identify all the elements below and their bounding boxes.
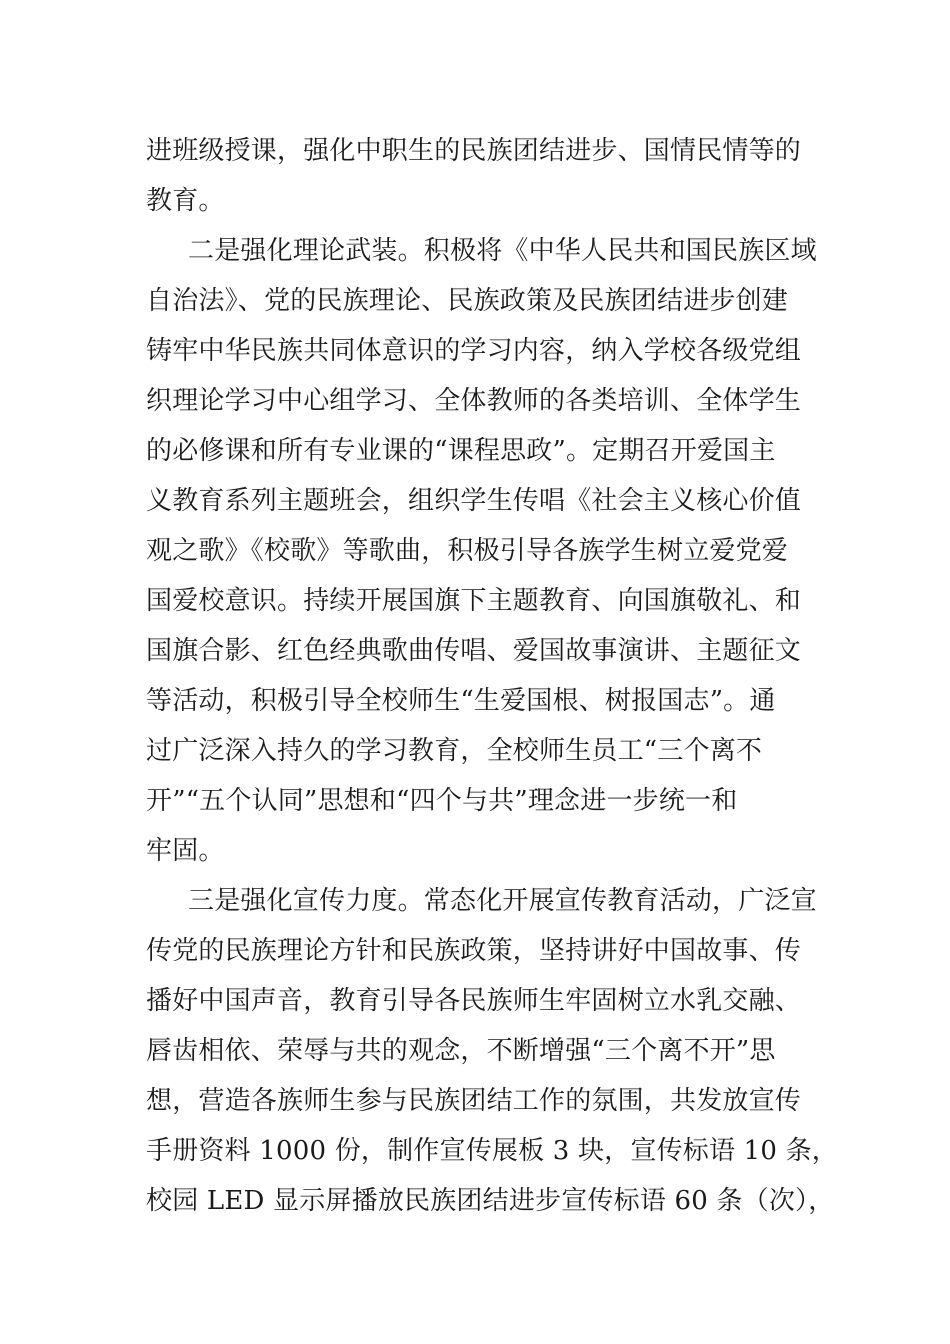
text-line: 等活动，积极引导全校师生“生爱国根、树报国志”。通 xyxy=(146,686,776,716)
text-line: 过广泛深入持久的学习教育，全校师生员工“三个离不 xyxy=(146,736,763,766)
text-line: 自治法》、党的民族理论、民族政策及民族团结进步创建 xyxy=(146,286,789,316)
text-line: 进班级授课，强化中职生的民族团结进步、国情民情等的 xyxy=(146,136,802,166)
text-line: 播好中国声音，教育引导各民族师生牢固树立水乳交融、 xyxy=(146,986,802,1016)
text-line: 校园 LED 显示屏播放民族团结进步宣传标语 60 条（次）， xyxy=(146,1186,835,1216)
text-line: 想，营造各族师生参与民族团结工作的氛围，共发放宣传 xyxy=(146,1086,802,1116)
text-line: 教育。 xyxy=(146,186,225,216)
text-line: 牢固。 xyxy=(146,836,225,866)
text-line: 唇齿相依、荣辱与共的观念，不断增强“三个离不开”思 xyxy=(146,1036,776,1066)
paragraph-start-line: 三是强化宣传力度。常态化开展宣传教育活动，广泛宣 xyxy=(188,886,817,916)
text-line: 手册资料 1000 份，制作宣传展板 3 块，宣传标语 10 条， xyxy=(146,1136,838,1166)
text-line: 国爱校意识。持续开展国旗下主题教育、向国旗敬礼、和 xyxy=(146,586,802,616)
text-line: 义教育系列主题班会，组织学生传唱《社会主义核心价值 xyxy=(146,486,802,516)
text-line: 观之歌》《校歌》等歌曲，积极引导各族学生树立爱党爱 xyxy=(146,536,789,566)
text-line: 织理论学习中心组学习、全体教师的各类培训、全体学生 xyxy=(146,386,802,416)
text-line: 的必修课和所有专业课的“课程思政”。定期召开爱国主 xyxy=(146,436,776,466)
paragraph-start-line: 二是强化理论武装。积极将《中华人民共和国民族区域 xyxy=(188,236,817,266)
text-line: 国旗合影、红色经典歌曲传唱、爱国故事演讲、主题征文 xyxy=(146,636,802,666)
text-line: 铸牢中华民族共同体意识的学习内容，纳入学校各级党组 xyxy=(146,336,802,366)
text-line: 开”“五个认同”思想和“四个与共”理念进一步统一和 xyxy=(146,786,738,816)
text-line: 传党的民族理论方针和民族政策，坚持讲好中国故事、传 xyxy=(146,936,802,966)
